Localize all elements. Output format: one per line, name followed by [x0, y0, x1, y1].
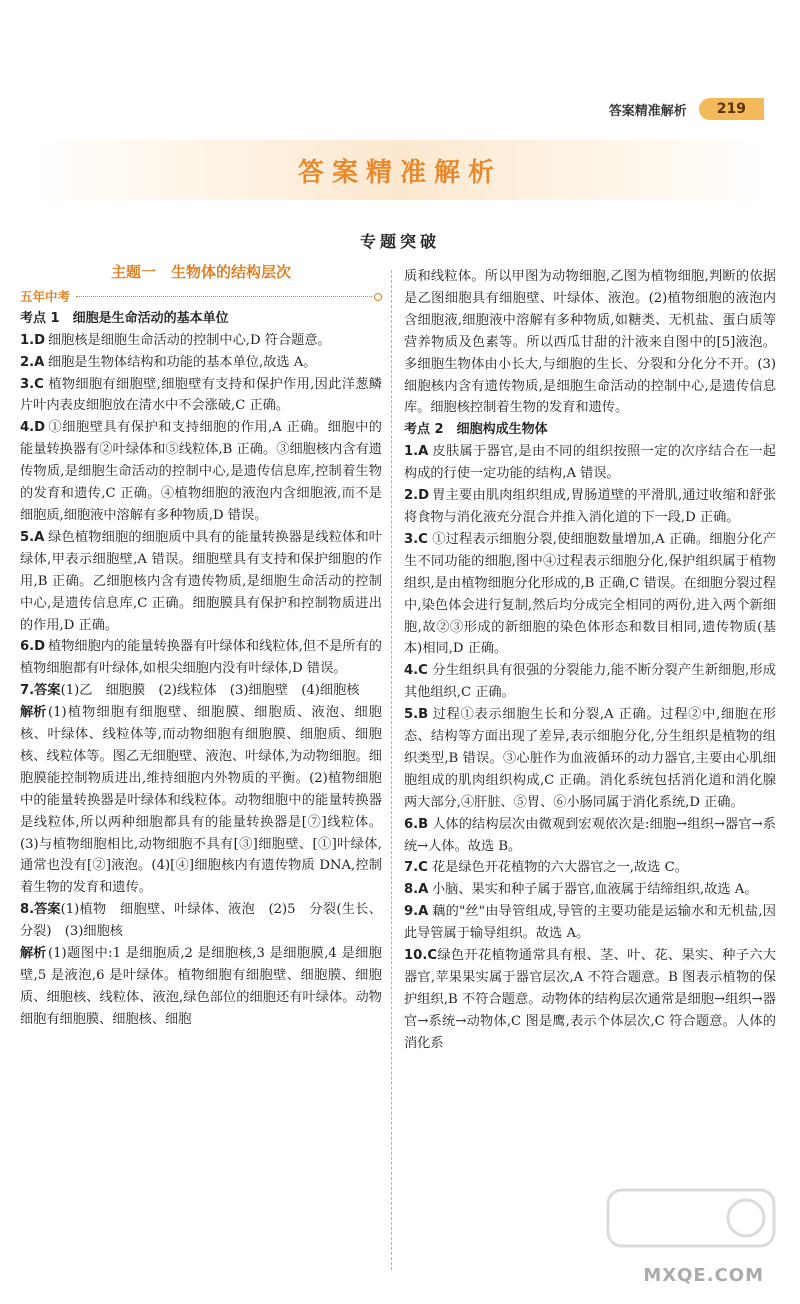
answer-number: 5.B [404, 707, 429, 723]
subhead-label: 五年中考 [20, 288, 71, 304]
answer-item [20, 330, 382, 352]
answer-number: 解析 [20, 946, 47, 962]
answer-text: ①细胞壁具有保护和支持细胞的作用,A 正确。细胞中的能量转换器有②叶绿体和⑤线粒体,B 正确。③细胞核内含有遗传物质,是细胞生命活动的控制中心,是遗传信息库,控制着生物的发育和遗传,C 正确。④植物细胞的液泡内含细胞液,而不是细胞质,细胞液中溶解有多种物质,D 错误。 [20, 420, 382, 523]
answer-text: 细胞核是细胞生命活动的控制中心,D 符合题意。 [48, 332, 331, 348]
answer-text: (1)植物 细胞壁、叶绿体、液泡 (2)5 分裂(生长、分裂) (3)细胞核 [20, 902, 382, 940]
answer-number: 2.A [20, 354, 45, 370]
answer-item [20, 527, 382, 637]
answer-number: 1.A [404, 444, 429, 460]
left-column [20, 262, 382, 1031]
section-title: 专题突破 [359, 232, 440, 251]
column-divider [391, 270, 392, 1270]
header-title: 答案精准解析 [608, 103, 687, 119]
answer-item [20, 680, 382, 702]
answer-item [404, 901, 776, 945]
answer-number: 1.D [20, 332, 46, 348]
answer-number: 3.C [20, 376, 44, 392]
answer-item [404, 660, 776, 704]
answer-text: 藕的"丝"由导管组成,导管的主要功能是运输水和无机盐,因此导管属于输导组织。故选 A。 [404, 904, 776, 942]
answer-item [404, 704, 776, 814]
answer-number: 3.C [404, 531, 428, 547]
subhead-five-year [20, 286, 382, 308]
page-header [609, 98, 764, 120]
answer-number: 解析 [20, 705, 47, 721]
answer-text: 细胞是生物体结构和功能的基本单位,故选 A。 [48, 354, 317, 370]
answer-text: (1)乙 细胞膜 (2)线粒体 (3)细胞壁 (4)细胞核 [60, 683, 360, 699]
answer-item [404, 529, 776, 660]
answer-text: 胃主要由肌肉组织组成,胃肠道壁的平滑肌,通过收缩和舒张将食物与消化液充分混合并推入消化道的下一段,D 正确。 [404, 488, 776, 525]
answer-item [20, 352, 382, 374]
answer-number: 5.A [20, 529, 45, 545]
answer-item [20, 899, 382, 943]
answer-item [20, 374, 382, 418]
page-number: 219 [699, 98, 764, 120]
answer-item [404, 266, 776, 419]
answer-text: 小脑、果实和种子属于器官,血液属于结缔组织,故选 A。 [432, 882, 758, 898]
subhead-line [76, 296, 372, 297]
answer-item [404, 857, 776, 879]
answer-item [404, 485, 776, 529]
answer-text: (1)植物细胞有细胞壁、细胞膜、细胞质、液泡、细胞核、叶绿体、线粒体等,而动物细胞有细胞膜、细胞质、细胞核、线粒体等。图乙无细胞壁、液泡、叶绿体,为动物细胞。细胞膜能控制物质进出,维持细胞内外物质的平衡。(2)植物细胞中的能量转换器是叶绿体和线粒体。动物细胞中的能量转换器是线粒体,所以两种细胞都具有的能量转换器是[⑦]线粒体。(3)与植物细胞相比,动物细胞不具有[③]细胞壁、[①]叶绿体,通常也没有[②]液泡。(4)[④]细胞核内有遗传物质 DNA,控制着生物的发育和遗传。 [20, 705, 382, 896]
answer-number: 7.答案 [20, 683, 61, 699]
kaodian-1: 考点 1 细胞是生命活动的基本单位 [20, 310, 229, 326]
answer-text: 人体的结构层次由微观到宏观依次是:细胞→组织→器官→系统→人体。故选 B。 [404, 816, 776, 854]
answer-number: 8.答案 [20, 902, 61, 918]
answer-text: ①过程表示细胞分裂,使细胞数量增加,A 正确。细胞分化产生不同功能的细胞,图中④过程表示细胞分化,保护组织属于植物组织,是由植物细胞分化形成的,B 正确,C 错误。在细胞分裂过程中,染色体会进行复制,然后均分成完全相同的两份,进入两个新细胞,故②③形成的新细胞的染色体形态和数目相同,遗传物质(基本)相同,D 正确。 [404, 531, 776, 657]
answer-text: 质和线粒体。所以甲图为动物细胞,乙图为植物细胞,判断的依据是乙图细胞具有细胞壁、叶绿体、液泡。(2)植物细胞的液泡内含细胞液,细胞液中溶解有多种物质,如糖类、无机盐、蛋白质等营养物质及色素等。所以西瓜甘甜的汁液来自图中的[5]液泡。多细胞生物体由小长大,与细胞的生长、分裂和分化分不开。(3)细胞核内含有遗传物质,是细胞生命活动的控制中心,是遗传信息库。细胞核控制着生物的发育和遗传。 [404, 269, 776, 416]
left-items [20, 330, 382, 1031]
answer-text: 分生组织具有很强的分裂能力,能不断分裂产生新细胞,形成其他组织,C 正确。 [404, 663, 776, 701]
answer-item [20, 702, 382, 899]
theme-title: 主题一 生物体的结构层次 [110, 263, 291, 281]
answer-item [20, 636, 382, 680]
kaodian-2: 考点 2 细胞构成生物体 [404, 422, 548, 438]
answer-item [404, 945, 776, 1055]
answer-text: (1)题图中:1 是细胞质,2 是细胞核,3 是细胞膜,4 是细胞壁,5 是液泡,6 是叶绿体。植物细胞有细胞壁、细胞膜、细胞质、细胞核、线粒体、液泡,绿色部位的细胞还有叶绿体。动物细胞有细胞膜、细胞核、细胞 [20, 946, 382, 1027]
answer-number: 10.C [404, 948, 438, 964]
answer-text: 过程①表示细胞生长和分裂,A 正确。过程②中,细胞在形态、结构等方面出现了差异,表示细胞分化,分生组织是植物的组织类型,B 错误。③心脏作为血液循环的动力器官,主要由心肌细胞组成的肌肉组织构成,C 正确。消化系统包括消化道和消化腺两大部分,④肝脏、⑤胃、⑥小肠同属于消化系统,D 正确。 [404, 707, 776, 810]
answer-text: 皮肤属于器官,是由不同的组织按照一定的次序结合在一起构成的行使一定功能的结构,A 错误。 [404, 444, 776, 482]
answer-number: 4.C [404, 663, 428, 679]
watermark-logo [606, 1184, 776, 1264]
answer-number: 9.A [404, 904, 429, 920]
answer-number: 8.A [404, 882, 429, 898]
answer-item [404, 879, 776, 901]
answer-text: 花是绿色开花植物的六大器官之一,故选 C。 [432, 860, 688, 876]
answer-item [404, 441, 776, 485]
subhead-dot [374, 293, 382, 301]
answer-item [20, 417, 382, 527]
answer-number: 6.B [404, 816, 429, 832]
answer-number: 4.D [20, 420, 46, 436]
answer-number: 6.D [20, 639, 46, 655]
answer-text: 绿色植物细胞的细胞质中具有的能量转换器是线粒体和叶绿体,甲表示细胞壁,A 错误。细胞壁具有支持和保护细胞的作用,B 正确。乙细胞核内含有遗传物质,是细胞生命活动的控制中心,是遗传信息库,C 正确。细胞膜具有保护和控制物质进出的作用,D 正确。 [20, 529, 382, 633]
right-column [404, 266, 776, 1055]
answer-number: 7.C [404, 860, 428, 876]
answer-text: 植物细胞有细胞壁,细胞壁有支持和保护作用,因此洋葱鳞片叶内表皮细胞放在清水中不会涨破,C 正确。 [20, 376, 382, 414]
watermark-text: MXQE.COM [643, 1265, 764, 1286]
answer-text: 植物细胞内的能量转换器有叶绿体和线粒体,但不是所有的植物细胞都有叶绿体,如根尖细胞内没有叶绿体,D 错误。 [20, 639, 382, 677]
answer-number: 2.D [404, 488, 430, 504]
answer-item [404, 814, 776, 858]
right-items-b [404, 441, 776, 1054]
title-banner [30, 140, 770, 200]
right-items-a [404, 266, 776, 419]
answer-text: 绿色开花植物通常具有根、茎、叶、花、果实、种子六大器官,苹果果实属于器官层次,A 不符合题意。B 图表示植物的保护组织,B 不符合题意。动物体的结构层次通常是细胞→组织→器官→系统→动物体,C 图是鹰,表示个体层次,C 符合题意。人体的消化系 [404, 948, 776, 1051]
answer-item [20, 943, 382, 1031]
banner-title: 答案精准解析 [297, 157, 502, 188]
